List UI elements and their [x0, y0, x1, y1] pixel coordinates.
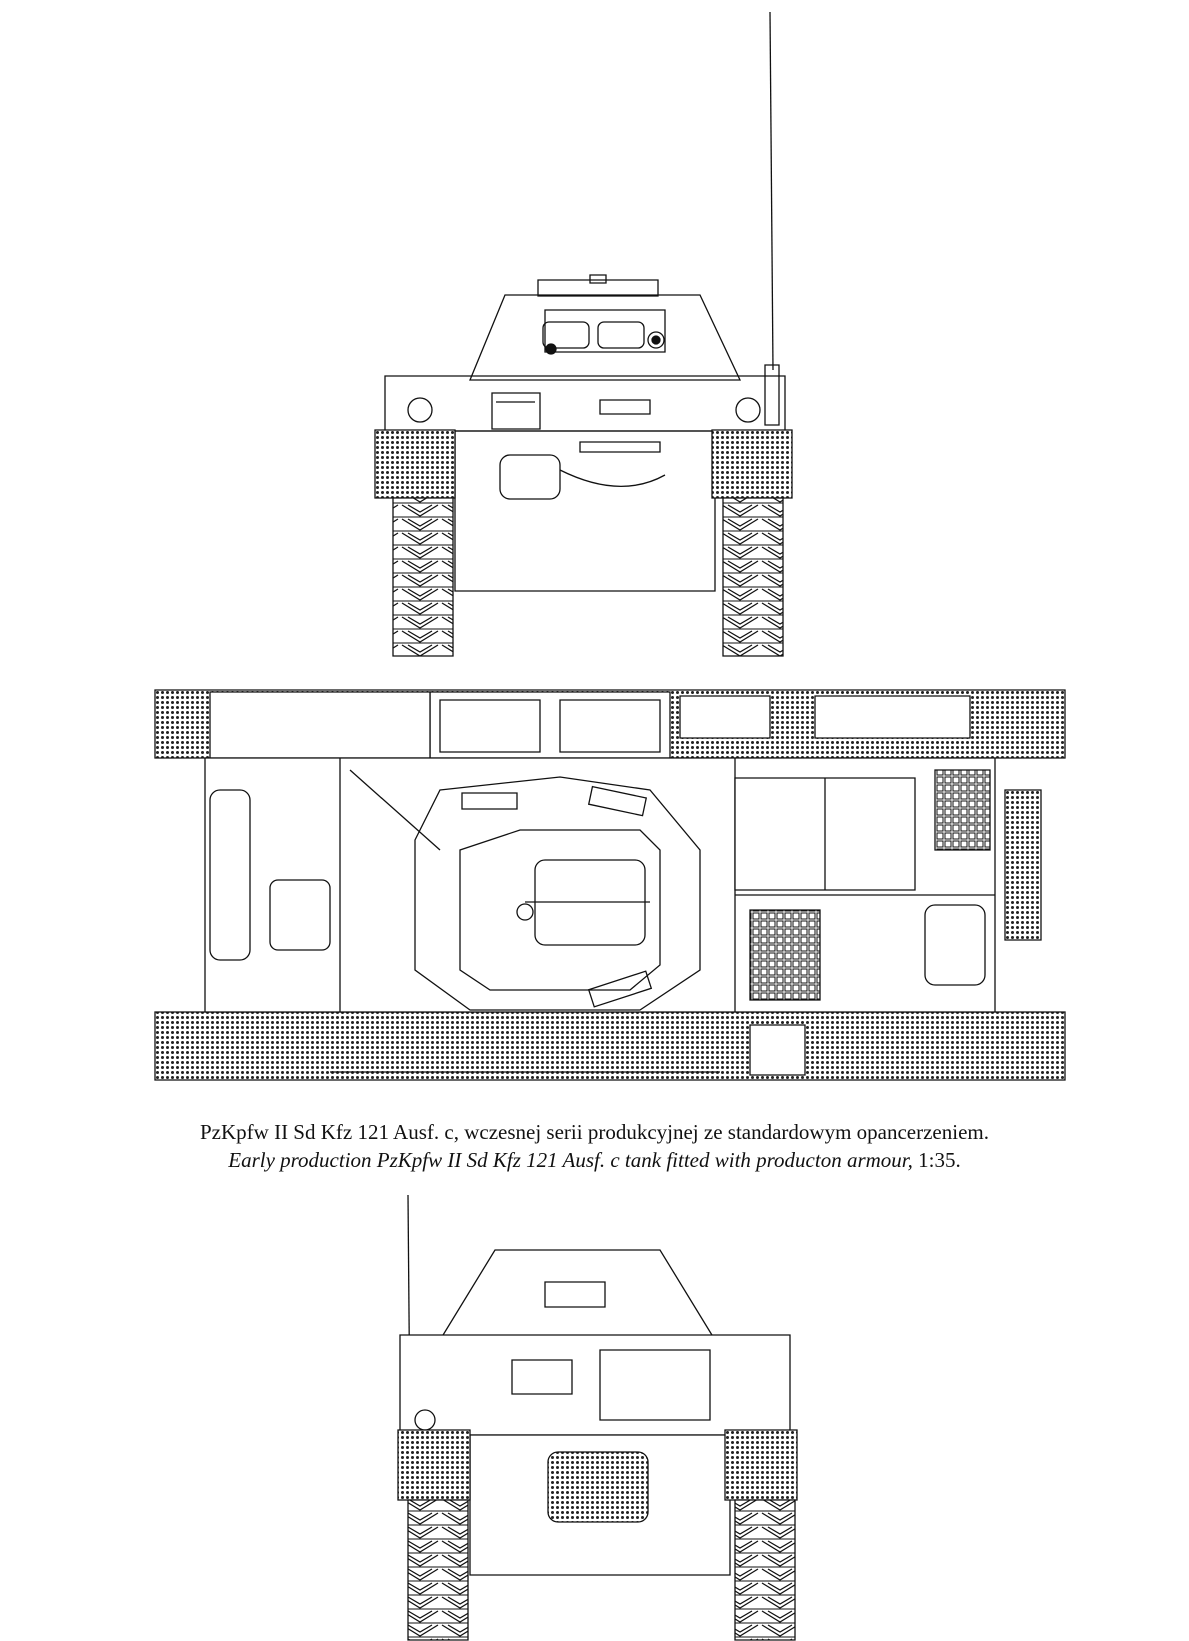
track-left — [393, 498, 453, 656]
rear-track-right — [735, 1500, 795, 1640]
rear-view-drawing — [0, 1190, 1189, 1641]
caption-scale: 1:35. — [912, 1148, 961, 1172]
fender-right — [712, 430, 792, 498]
front-view-drawing — [0, 0, 1189, 660]
antenna — [770, 12, 773, 370]
fender-top-right — [155, 1012, 1065, 1080]
hull-lower — [455, 431, 715, 591]
top-view-drawing — [0, 680, 1189, 1095]
rear-fender-right — [725, 1430, 797, 1500]
caption-english — [0, 1148, 1189, 1173]
engine-grill — [750, 910, 820, 1000]
turret-rear — [440, 1250, 715, 1340]
caption-english-italic: Early production PzKpfw II Sd Kfz 121 Ausf. c tank fitted with producton armour, — [228, 1148, 913, 1172]
track-right — [723, 498, 783, 656]
hull-upper — [385, 376, 785, 431]
rear-fender-left — [398, 1430, 470, 1500]
exhaust-muffler — [548, 1452, 648, 1522]
caption-polish: PzKpfw II Sd Kfz 121 Ausf. c, wczesnej serii produkcyjnej ze standardowym opancerzeniem. — [200, 1120, 989, 1144]
turret — [470, 295, 740, 380]
radiator-vent — [935, 770, 990, 850]
fender-left — [375, 430, 455, 498]
rear-track-left — [408, 1500, 468, 1640]
